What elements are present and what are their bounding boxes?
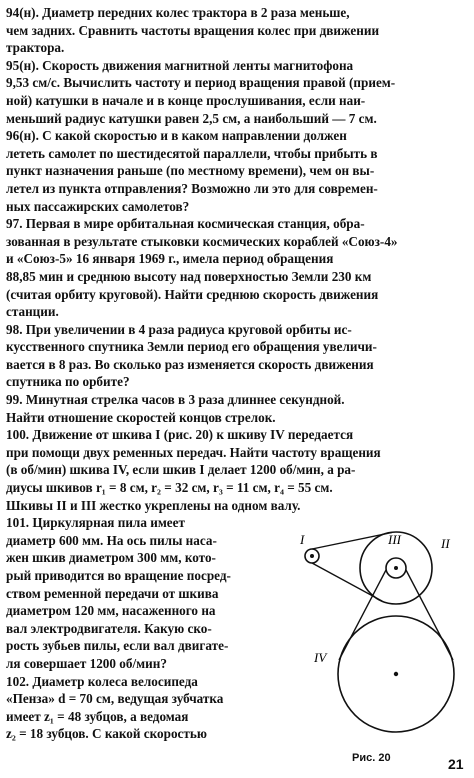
text-line: 9,53 см/с. Вычислить частоту и период вращения правой (прием-	[6, 75, 396, 91]
text-line: пункт назначения раньше (по местному времени), чем он вы-	[6, 163, 375, 179]
text-line: имеет z₁ = 48 зубцов, а ведомая	[6, 708, 189, 724]
text-line: чем задних. Сравнить частоты вращения колес при движении	[6, 22, 380, 38]
text-line: Найти отношение скоростей концов стрелок.	[6, 409, 276, 425]
text-line: жен шкив диаметром 300 мм, кото-	[6, 550, 216, 566]
text-line: и «Союз-5» 16 января 1969 г., имела период обращения	[6, 251, 334, 267]
text-line: «Пенза» d = 70 см, ведущая зубчатка	[6, 691, 224, 707]
text-line: диаметром 120 мм, насаженного на	[6, 603, 216, 619]
text-line: 95(н). Скорость движения магнитной ленты магнитофона	[6, 57, 354, 73]
text-line: трактора.	[6, 40, 65, 56]
text-line: 102. Диаметр колеса велосипеда	[6, 673, 198, 689]
pulley-figure	[296, 524, 468, 754]
belt-III-IV-right	[406, 570, 453, 660]
label-II: II	[441, 536, 450, 551]
text-line: ством ременной передачи от шкива	[6, 585, 219, 601]
text-line: диаметр 600 мм. На ось пилы наса-	[6, 532, 217, 548]
text-line: 100. Движение от шкива I (рис. 20) к шкиву IV передается	[6, 427, 354, 443]
text-line: при помощи двух ременных передач. Найти частоту вращения	[6, 444, 381, 460]
text-line: летел из пункта отправления? Возможно ли это для современ-	[6, 180, 378, 196]
text-line: вал электродвигателя. Какую ско-	[6, 620, 212, 636]
text-line: станции.	[6, 304, 59, 320]
belt-I-II-bottom	[312, 563, 382, 601]
label-III: III	[388, 532, 401, 547]
text-line: (считая орбиту круговой). Найти среднюю скорость движения	[6, 286, 379, 302]
text-line: зованная в результате стыковки космических кораблей «Союз-4»	[6, 233, 398, 249]
text-line: ной) катушки в начале и в конце прослушивания, если наи-	[6, 92, 366, 108]
narrow-text-block	[6, 514, 302, 743]
label-I: I	[300, 532, 305, 547]
text-line: (в об/мин) шкива IV, если шкив I делает 1200 об/мин, а ра-	[6, 462, 356, 478]
text-line: диусы шкивов r₁ = 8 см, r₂ = 32 см, r₃ = 11 см, r₄ = 55 см.	[6, 480, 333, 496]
text-line: 88,85 мин и среднюю высоту над поверхностью Земли 230 км	[6, 268, 372, 284]
text-line: рый приводится во вращение посред-	[6, 568, 231, 583]
text-line: меньший радиус катушки равен 2,5 см, а наибольший — 7 см.	[6, 110, 377, 126]
text-line: ля совершает 1200 об/мин?	[6, 655, 167, 671]
text-line: рость зубьев пилы, если вал двигате-	[6, 638, 229, 654]
text-line: 96(н). С какой скоростью и в каком направлении должен	[6, 128, 347, 144]
text-line: ных пассажирских самолетов?	[6, 198, 190, 214]
label-IV: IV	[314, 650, 327, 665]
pulley-I-axle	[310, 554, 314, 558]
text-line: z₂ = 18 зубцов. С какой скоростью	[6, 726, 207, 742]
text-line: Шкивы II и III жестко укреплены на одном валу.	[6, 497, 301, 513]
text-line: 98. При увеличении в 4 раза радиуса круговой орбиты ис-	[6, 321, 352, 337]
text-line: лететь самолет по шестидесятой параллели, чтобы прибыть в	[6, 145, 378, 161]
pulley-III-axle	[394, 566, 398, 570]
text-line: 101. Циркулярная пила имеет	[6, 515, 185, 531]
pulley-IV-axle	[394, 672, 398, 676]
belt-I-II-top	[312, 533, 392, 550]
text-line: кусственного спутника Земли период его обращения увеличи-	[6, 339, 377, 355]
text-line: спутника по орбите?	[6, 374, 130, 390]
text-line: 94(н). Диаметр передних колес трактора в 2 раза меньше,	[6, 5, 350, 20]
belt-III-IV-left	[339, 570, 386, 660]
page-number: 21	[448, 756, 464, 772]
text-line: 99. Минутная стрелка часов в 3 раза длиннее секундной.	[6, 392, 345, 408]
text-line: 97. Первая в мире орбитальная космическая станция, обра-	[6, 216, 365, 232]
text-line: вается в 8 раз. Во сколько раз изменяется скорость движения	[6, 356, 374, 372]
figure-caption: Рис. 20	[352, 752, 391, 764]
